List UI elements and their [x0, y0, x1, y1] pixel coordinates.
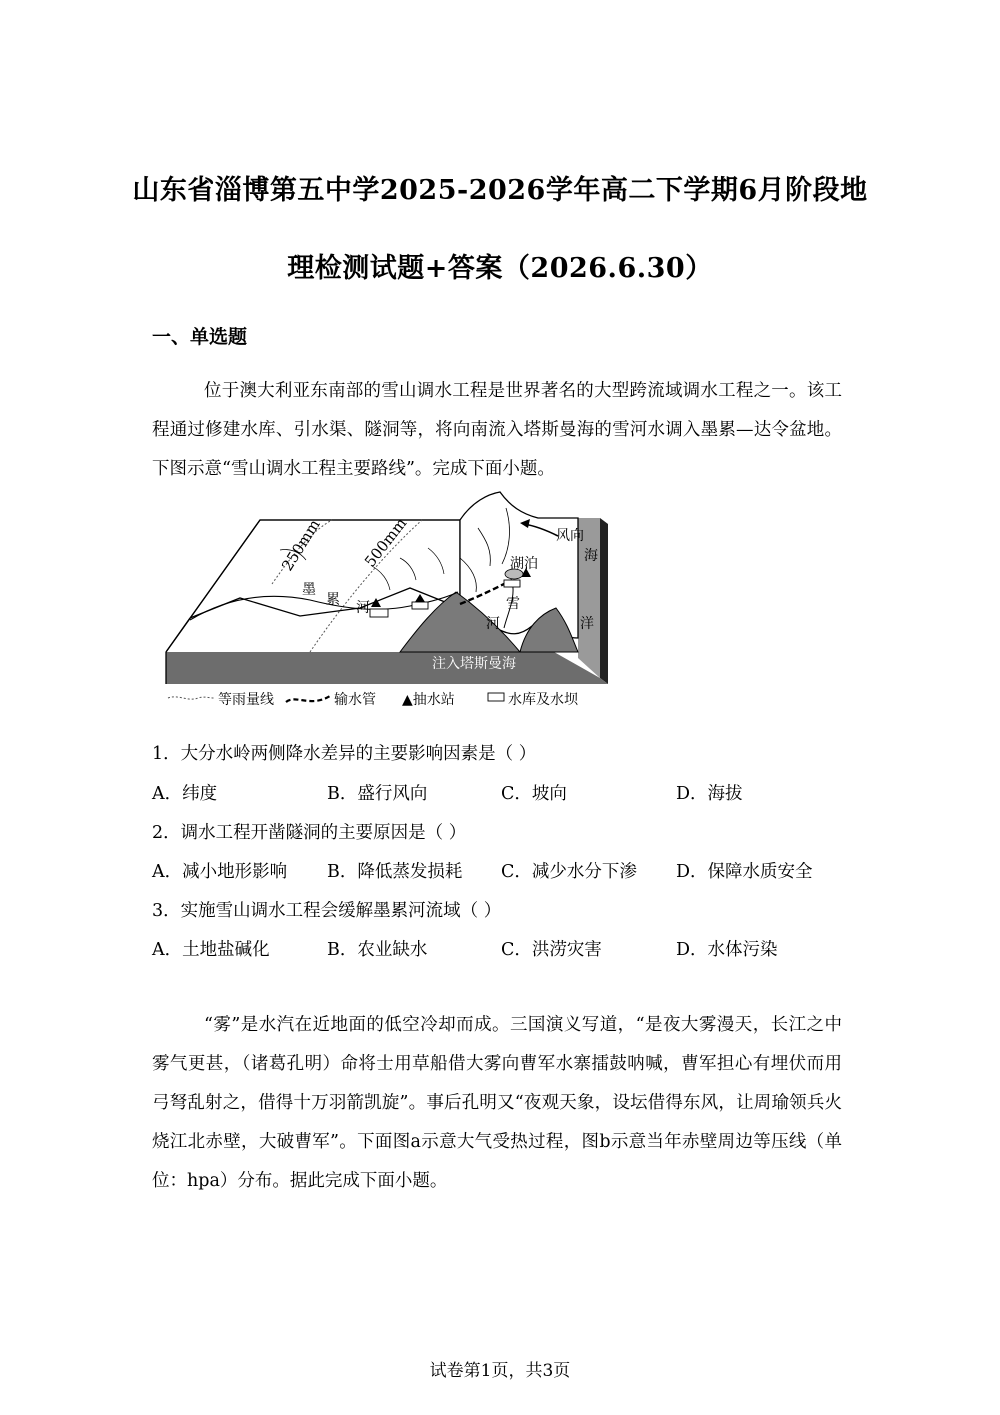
- doc-title-line2: 理检测试题+答案（2026.6.30）: [287, 253, 713, 284]
- label-500mm: 500mm: [360, 514, 411, 571]
- label-sea-1: 海: [584, 548, 598, 564]
- legend-pipe: 输水管: [334, 692, 376, 708]
- q3-option-c[interactable]: C．洪涝灾害: [501, 940, 602, 960]
- q1-option-a[interactable]: A．纬度: [152, 784, 218, 804]
- q1-option-c[interactable]: C．坡向: [501, 784, 567, 804]
- block-right-side: [600, 518, 608, 684]
- legend-pipe-symbol: [286, 696, 330, 702]
- label-snow-2: 河: [486, 616, 500, 632]
- legend-pump: ▲抽水站: [402, 692, 455, 708]
- legend-reservoir-symbol: [488, 693, 504, 701]
- page-footer: 试卷第1页，共3页: [429, 1361, 571, 1381]
- q2-option-a[interactable]: A．减小地形影响: [152, 862, 288, 882]
- passage-1: 位于澳大利亚东南部的雪山调水工程是世界著名的大型跨流域调水工程之一。该工程通过修建水库、引水渠、隧洞等，将向南流入塔斯曼海的雪河水调入墨累—达令盆地。下图示意“雪山调水工程主要路线”。完成下面小题。: [152, 381, 842, 479]
- label-murray-2: 累: [326, 592, 340, 608]
- doc-title-line1: 山东省淄博第五中学2025-2026学年高二下学期6月阶段地: [132, 175, 868, 206]
- q3-option-b[interactable]: B．农业缺水: [327, 940, 428, 960]
- question-3: 3．实施雪山调水工程会缓解墨累河流域（ ）: [152, 901, 502, 921]
- figure-snowy-mountains-scheme: [160, 488, 620, 724]
- reservoir-1: [370, 609, 388, 617]
- reservoir-2: [412, 602, 428, 609]
- legend-isohyet-symbol: [168, 697, 214, 699]
- question-2: 2．调水工程开凿隧洞的主要原因是（ ）: [152, 823, 467, 843]
- label-snow-1: 雪: [506, 596, 520, 612]
- q2-option-b[interactable]: B．降低蒸发损耗: [327, 862, 463, 882]
- pump-2: [415, 594, 425, 602]
- block-front: [166, 652, 608, 684]
- label-wind: 风向: [556, 528, 584, 544]
- legend-isohyet: 等雨量线: [218, 692, 274, 708]
- question-1: 1．大分水岭两侧降水差异的主要影响因素是（ ）: [152, 744, 537, 764]
- q1-option-d[interactable]: D．海拔: [676, 784, 743, 804]
- reservoir-3: [504, 580, 520, 587]
- legend-reservoir: 水库及水坝: [508, 692, 578, 708]
- passage-2: “雾”是水汽在近地面的低空冷却而成。三国演义写道，“是夜大雾漫天，长江之中雾气更甚，（诸葛孔明）命将士用草船借大雾向曹军水寨擂鼓呐喊，曹军担心有埋伏而用弓弩乱射之，借得十万羽箭凯旋”。事后孔明又“夜观天象，设坛借得东风，让周瑜领兵火烧江北赤壁，大破曹军”。下面图a示意大气受热过程，图b示意当年赤壁周边等压线（单位：hpa）分布。据此完成下面小题。: [152, 1015, 842, 1191]
- section-heading: 一、单选题: [152, 326, 248, 348]
- q3-option-d[interactable]: D．水体污染: [676, 940, 778, 960]
- label-250mm: 250mm: [278, 516, 324, 575]
- q1-option-b[interactable]: B．盛行风向: [327, 784, 428, 804]
- label-sea-2: 洋: [580, 616, 594, 632]
- label-murray-1: 墨: [302, 582, 316, 598]
- label-tasman: 注入塔斯曼海: [432, 656, 516, 672]
- label-murray-3: 河: [356, 600, 370, 616]
- q2-option-d[interactable]: D．保障水质安全: [676, 862, 813, 882]
- q3-option-a[interactable]: A．土地盐碱化: [152, 940, 270, 960]
- q2-option-c[interactable]: C．减少水分下渗: [501, 862, 637, 882]
- label-lake: 湖泊: [510, 556, 538, 572]
